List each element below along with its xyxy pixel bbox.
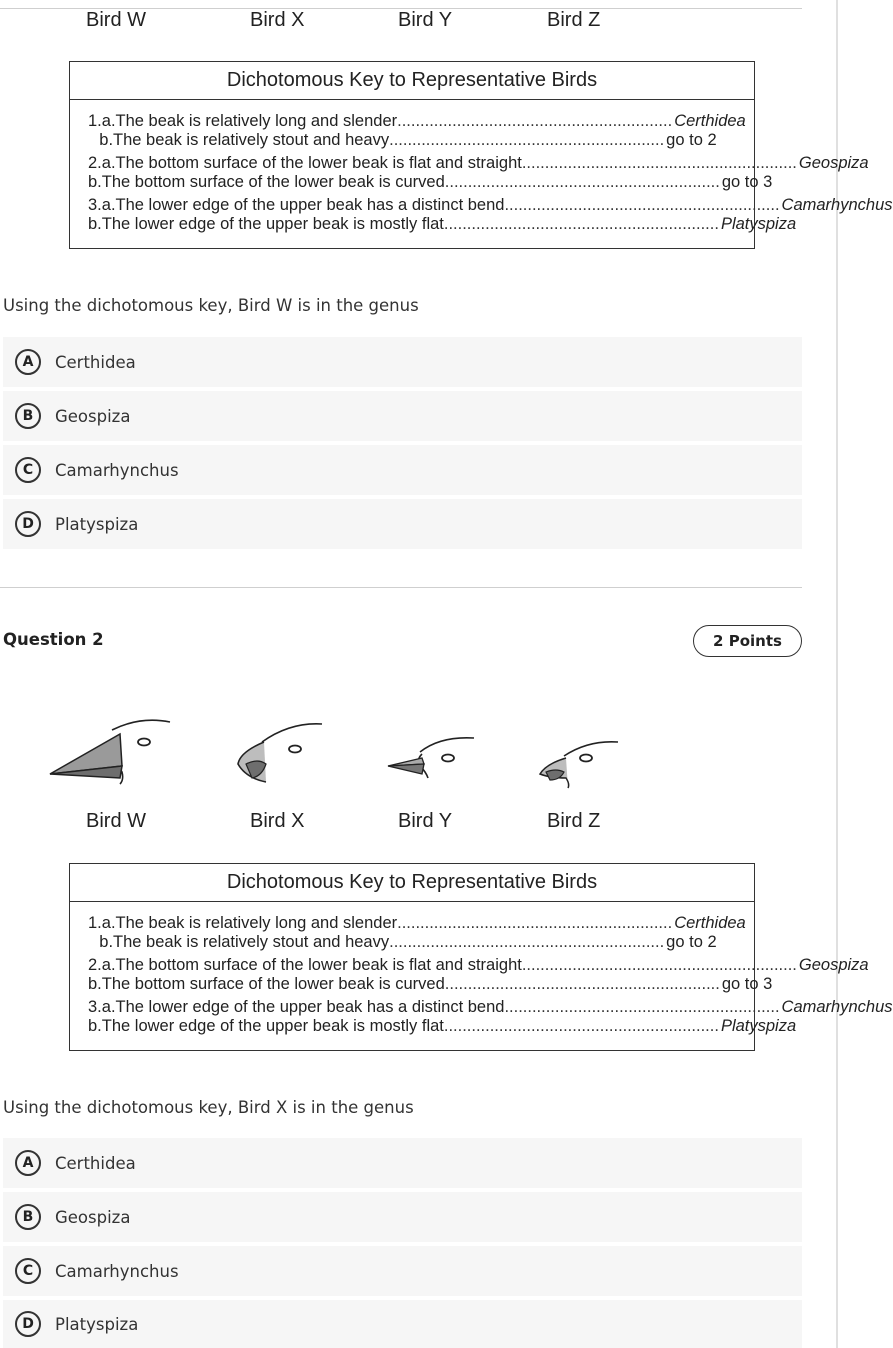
- q1-option-a[interactable]: [3, 337, 802, 387]
- q2-option-a[interactable]: [3, 1138, 802, 1188]
- q2-option-c[interactable]: [3, 1246, 802, 1296]
- q1-bird-row: [48, 0, 760, 31]
- bird-w-label: Bird W: [86, 810, 146, 832]
- option-letter-badge: A: [15, 1150, 41, 1176]
- option-label: Camarhynchus: [55, 460, 179, 480]
- q2-dichotomous-key: [69, 863, 893, 1051]
- bird-y-label: Bird Y: [398, 810, 453, 832]
- option-letter-badge: C: [15, 1258, 41, 1284]
- key-row: b. The lower edge of the upper beak is mostly flat ............................................................ Platyspiza: [88, 215, 797, 233]
- key-couplet-2: [88, 956, 869, 994]
- q1-prompt: Using the dichotomous key, Bird W is in the genus: [3, 296, 419, 315]
- option-letter-badge: C: [15, 457, 41, 483]
- bird-w-label: Bird W: [86, 9, 146, 31]
- option-label: Camarhynchus: [55, 1261, 179, 1281]
- option-letter-badge: B: [15, 1204, 41, 1230]
- key-title: Dichotomous Key to Representative Birds: [70, 62, 754, 100]
- bird-z-label: Bird Z: [547, 9, 601, 31]
- question-divider: [0, 587, 802, 588]
- q2-option-b[interactable]: [3, 1192, 802, 1242]
- key-row: b. The bottom surface of the lower beak is curved ............................................................ go to 3: [88, 173, 773, 191]
- key-couplet-1: [88, 914, 746, 952]
- key-row: 2. a. The bottom surface of the lower beak is flat and straight ............................................................ Geospiza: [88, 154, 869, 172]
- bird-z-label: Bird Z: [547, 810, 601, 832]
- q1-option-b[interactable]: [3, 391, 802, 441]
- key-row: b. The beak is relatively stout and heavy ............................................................ go to 2: [99, 131, 717, 149]
- points-badge: 2 Points: [693, 625, 802, 657]
- bird-x-label: Bird X: [250, 9, 305, 31]
- option-letter-badge: A: [15, 349, 41, 375]
- key-couplet-3: [88, 998, 893, 1036]
- key-row: 3. a. The lower edge of the upper beak has a distinct bend ............................................................ Camarhynchus: [88, 998, 893, 1016]
- option-label: Geospiza: [55, 406, 131, 426]
- bird-y-label: Bird Y: [398, 9, 453, 31]
- q1-dichotomous-key: [69, 61, 893, 249]
- key-couplet-3: [88, 196, 893, 234]
- option-letter-badge: D: [15, 1311, 41, 1337]
- option-letter-badge: D: [15, 511, 41, 537]
- key-row: b. The lower edge of the upper beak is mostly flat ............................................................ Platyspiza: [88, 1017, 797, 1035]
- option-label: Platyspiza: [55, 1314, 139, 1334]
- q2-option-d[interactable]: [3, 1300, 802, 1348]
- option-label: Platyspiza: [55, 514, 139, 534]
- key-row: 1. a. The beak is relatively long and slender ............................................................ Certhidea: [88, 112, 746, 130]
- key-row: b. The beak is relatively stout and heavy ............................................................ go to 2: [99, 933, 717, 951]
- key-body: [70, 100, 893, 248]
- question-2-title: Question 2: [3, 630, 104, 649]
- option-label: Certhidea: [55, 352, 136, 372]
- key-title: Dichotomous Key to Representative Birds: [70, 864, 754, 902]
- q1-option-d[interactable]: [3, 499, 802, 549]
- bird-x-label: Bird X: [250, 810, 305, 832]
- option-label: Geospiza: [55, 1207, 131, 1227]
- option-letter-badge: B: [15, 403, 41, 429]
- q1-figure: [48, 0, 760, 31]
- key-couplet-1: [88, 112, 746, 150]
- key-row: b. The bottom surface of the lower beak is curved ............................................................ go to 3: [88, 975, 773, 993]
- q2-figure: [48, 700, 760, 832]
- key-row: 2. a. The bottom surface of the lower beak is flat and straight ............................................................ Geospiza: [88, 956, 869, 974]
- key-couplet-2: [88, 154, 869, 192]
- key-body: [70, 902, 893, 1050]
- q1-option-c[interactable]: [3, 445, 802, 495]
- key-row: 3. a. The lower edge of the upper beak has a distinct bend ............................................................ Camarhynchus: [88, 196, 893, 214]
- q2-prompt: Using the dichotomous key, Bird X is in the genus: [3, 1098, 414, 1117]
- key-row: 1. a. The beak is relatively long and slender ............................................................ Certhidea: [88, 914, 746, 932]
- option-label: Certhidea: [55, 1153, 136, 1173]
